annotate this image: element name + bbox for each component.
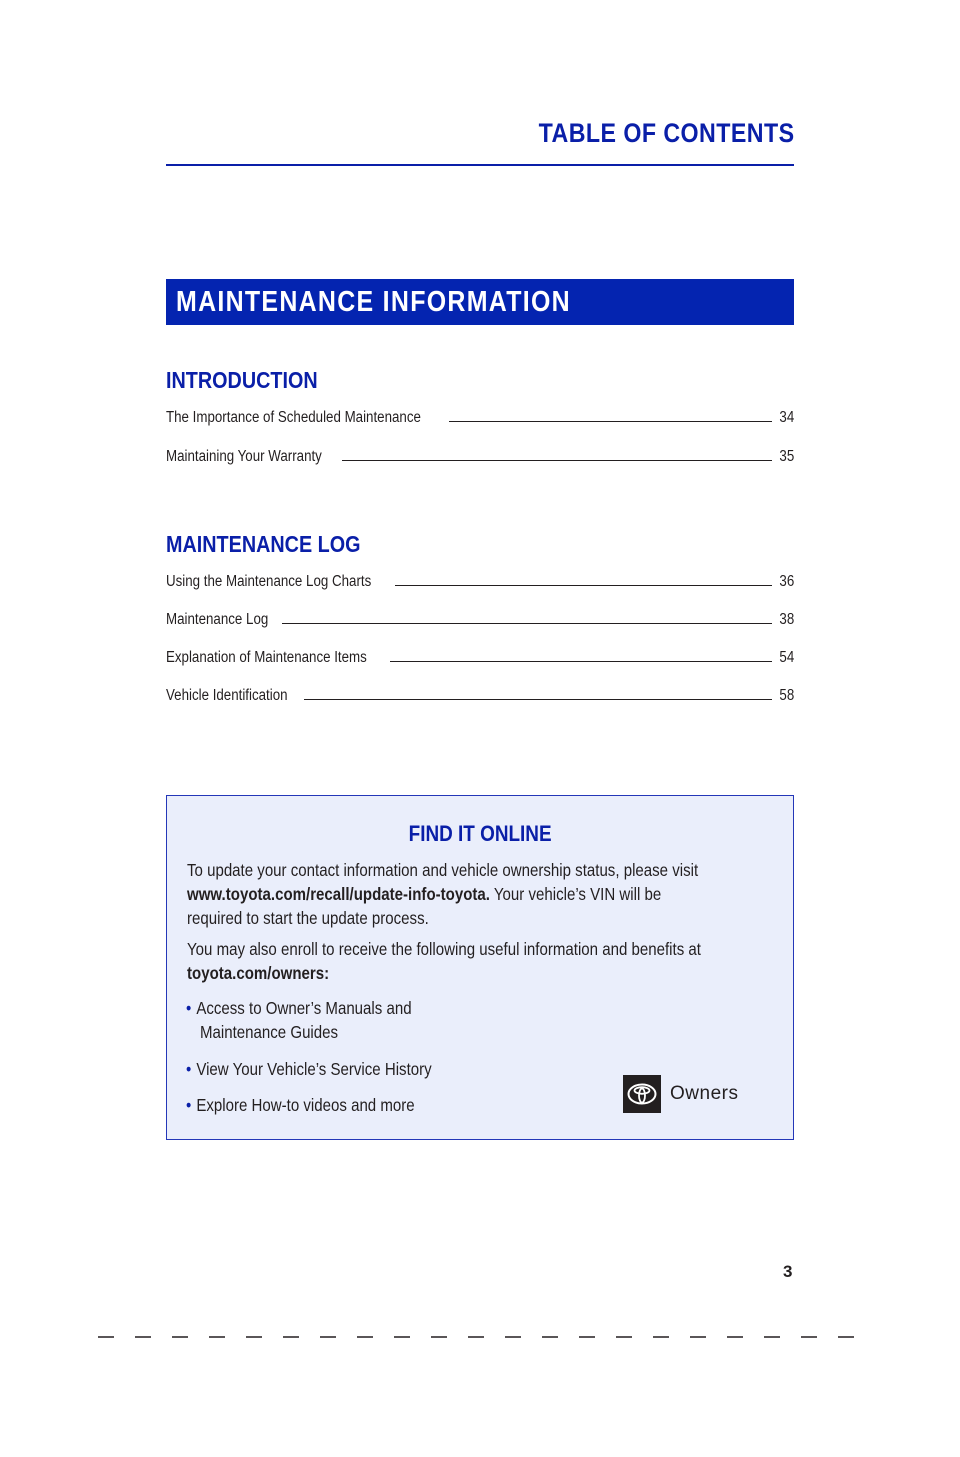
toc-entry[interactable]	[166, 607, 794, 629]
toc-entry-title: Using the Maintenance Log Charts	[166, 573, 372, 590]
bullet-dot: •	[186, 1095, 192, 1115]
toc-entry-page: 36	[779, 573, 794, 590]
toc-entry[interactable]	[166, 405, 794, 427]
toc-leader	[449, 421, 772, 422]
toc-leader	[390, 661, 772, 662]
benefit-bullet: • View Your Vehicle’s Service History	[186, 1059, 432, 1079]
toc-entry[interactable]	[166, 683, 794, 705]
update-info-link[interactable]: www.toyota.com/recall/update-info-toyota.	[187, 884, 490, 904]
toc-entry-title: Explanation of Maintenance Items	[166, 649, 367, 666]
toc-entry[interactable]	[166, 444, 794, 466]
toc-leader	[282, 623, 772, 624]
toyota-emblem-icon	[623, 1075, 661, 1113]
header-rule	[166, 164, 794, 166]
toc-entry-page: 38	[779, 611, 794, 628]
owners-logo-text: Owners	[670, 1083, 739, 1104]
crop-marks	[98, 1336, 868, 1338]
toc-entry-title: Maintaining Your Warranty	[166, 448, 322, 465]
toc-entry-page: 35	[779, 448, 794, 465]
toc-entry-page: 58	[779, 687, 794, 704]
benefit-bullet: • Explore How-to videos and more	[186, 1095, 415, 1115]
page-number: 3	[783, 1262, 793, 1281]
toc-group-heading-introduction: INTRODUCTION	[166, 367, 318, 393]
section-banner: MAINTENANCE INFORMATION	[166, 279, 794, 325]
toc-leader	[395, 585, 772, 586]
contact-update-paragraph: To update your contact information and vehicle ownership status, please visit www.toyota.com/recall/update-info-toyota. Your vehicle’s VIN will be required to start the update process.	[187, 860, 699, 928]
toc-entry-page: 34	[779, 409, 794, 426]
owners-site-link[interactable]: toyota.com/owners:	[187, 963, 330, 983]
toc-leader	[304, 699, 772, 700]
bullet-dot: •	[186, 1059, 192, 1079]
toc-entry-title: The Importance of Scheduled Maintenance	[166, 409, 421, 426]
find-online-title: FIND IT ONLINE	[408, 821, 552, 846]
toc-entry-title: Vehicle Identification	[166, 687, 288, 704]
page-header-title: TABLE OF CONTENTS	[538, 118, 794, 148]
benefit-bullet: • Access to Owner’s Manuals and Maintenance Guides	[186, 998, 412, 1042]
toc-entry-page: 54	[779, 649, 794, 666]
toc-entry-title: Maintenance Log	[166, 611, 269, 628]
toc-entry[interactable]	[166, 569, 794, 591]
bullet-dot: •	[186, 998, 192, 1018]
toc-entry[interactable]	[166, 645, 794, 667]
toc-leader	[342, 460, 772, 461]
find-online-box	[166, 795, 794, 1140]
enroll-paragraph: You may also enroll to receive the following useful information and benefits at toyota.com/owners:	[187, 939, 701, 983]
toyota-owners-logo	[623, 1075, 738, 1113]
toc-group-heading-maintenance-log: MAINTENANCE LOG	[166, 531, 361, 557]
